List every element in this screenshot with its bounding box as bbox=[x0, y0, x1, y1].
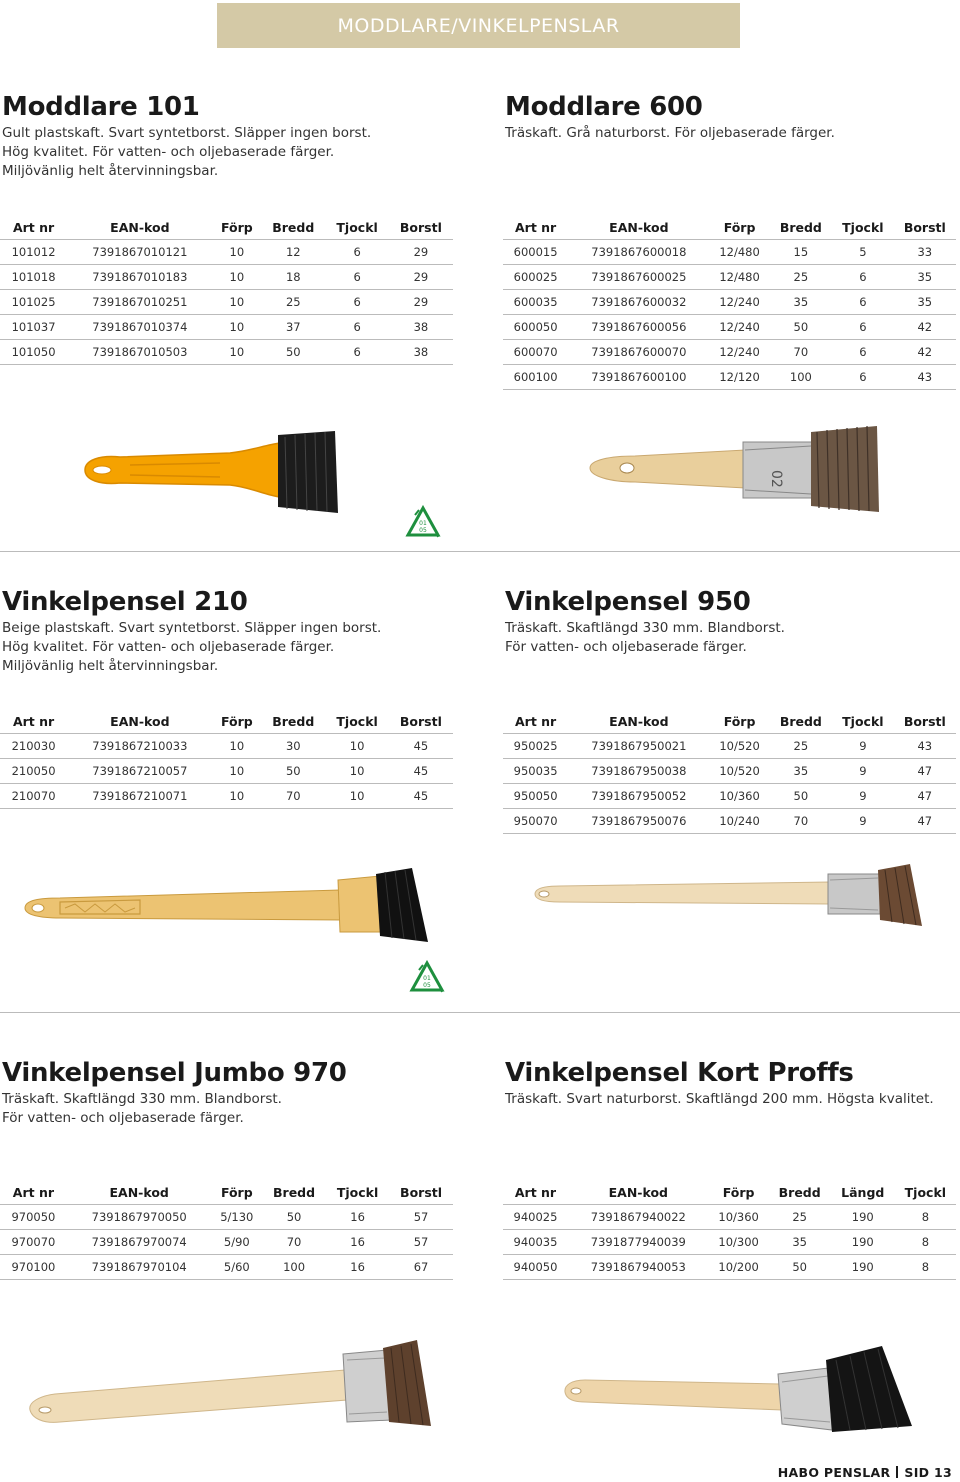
table-cell: 5/130 bbox=[212, 1205, 262, 1230]
column-header: EAN-kod bbox=[568, 709, 709, 734]
column-header: Art nr bbox=[503, 709, 568, 734]
table-cell: 10 bbox=[213, 315, 262, 340]
column-header: EAN-kod bbox=[568, 215, 709, 240]
table-cell: 35 bbox=[769, 1230, 831, 1255]
section-description: Träskaft. Svart naturborst. Skaftlängd 200 mm. Högsta kvalitet. bbox=[505, 1091, 934, 1107]
table-cell: 101025 bbox=[0, 290, 67, 315]
table-cell: 12/240 bbox=[710, 290, 770, 315]
column-header: EAN-kod bbox=[568, 1180, 709, 1205]
table-cell: 7391867600056 bbox=[568, 315, 709, 340]
table-cell: 10/520 bbox=[710, 734, 770, 759]
table-cell: 6 bbox=[325, 340, 388, 365]
section-description: Träskaft. Grå naturborst. För oljebaserade färger. bbox=[505, 125, 835, 141]
table-cell: 8 bbox=[895, 1230, 956, 1255]
section-title: Moddlare 600 bbox=[505, 92, 703, 122]
column-header: Bredd bbox=[769, 1180, 831, 1205]
table-cell: 12/480 bbox=[710, 240, 770, 265]
table-row bbox=[503, 340, 956, 365]
table-cell: 190 bbox=[831, 1255, 895, 1280]
table-cell: 35 bbox=[770, 759, 833, 784]
table-cell: 16 bbox=[326, 1255, 389, 1280]
table-row bbox=[503, 365, 956, 390]
column-header: EAN-kod bbox=[67, 215, 212, 240]
table-cell: 950070 bbox=[503, 809, 568, 834]
table-cell: 7391867950021 bbox=[568, 734, 709, 759]
column-header: EAN-kod bbox=[67, 1180, 212, 1205]
table-cell: 101050 bbox=[0, 340, 67, 365]
page-footer bbox=[778, 1465, 952, 1480]
table-cell: 5/60 bbox=[212, 1255, 262, 1280]
table-row bbox=[0, 315, 453, 340]
table-cell: 70 bbox=[770, 809, 833, 834]
table-cell: 8 bbox=[895, 1205, 956, 1230]
table-row bbox=[0, 265, 453, 290]
table-cell: 6 bbox=[325, 315, 388, 340]
table-row bbox=[0, 1255, 453, 1280]
table-cell: 16 bbox=[326, 1230, 389, 1255]
table-cell: 7391867010374 bbox=[67, 315, 212, 340]
table-cell: 16 bbox=[326, 1205, 389, 1230]
table-cell: 50 bbox=[261, 759, 325, 784]
table-cell: 15 bbox=[770, 240, 833, 265]
table-cell: 35 bbox=[894, 265, 956, 290]
table-cell: 7391867010121 bbox=[67, 240, 212, 265]
column-header: Förp bbox=[710, 709, 770, 734]
table-cell: 6 bbox=[832, 315, 894, 340]
table-cell: 600050 bbox=[503, 315, 568, 340]
table-cell: 67 bbox=[389, 1255, 453, 1280]
table-cell: 12/120 bbox=[710, 365, 770, 390]
svg-text:01: 01 bbox=[419, 520, 427, 527]
column-header: Borstl bbox=[894, 709, 956, 734]
table-cell: 12/240 bbox=[710, 315, 770, 340]
section-title: Vinkelpensel Kort Proffs bbox=[505, 1058, 854, 1088]
table-vinkelpensel-kort-proffs bbox=[503, 1180, 956, 1280]
table-cell: 47 bbox=[894, 809, 956, 834]
table-cell: 5/90 bbox=[212, 1230, 262, 1255]
column-header: Borstl bbox=[894, 215, 956, 240]
table-cell: 940050 bbox=[503, 1255, 568, 1280]
column-header: Art nr bbox=[0, 1180, 67, 1205]
section-title: Vinkelpensel Jumbo 970 bbox=[2, 1058, 347, 1088]
table-cell: 10 bbox=[213, 265, 262, 290]
section-title: Moddlare 101 bbox=[2, 92, 200, 122]
table-cell: 7391867600070 bbox=[568, 340, 709, 365]
table-cell: 7391867210071 bbox=[67, 784, 212, 809]
table-cell: 43 bbox=[894, 365, 956, 390]
table-cell: 600025 bbox=[503, 265, 568, 290]
table-cell: 10 bbox=[213, 784, 262, 809]
table-cell: 6 bbox=[832, 340, 894, 365]
table-cell: 970100 bbox=[0, 1255, 67, 1280]
column-header: Borstl bbox=[389, 709, 453, 734]
table-row bbox=[503, 315, 956, 340]
table-cell: 970050 bbox=[0, 1205, 67, 1230]
brush-vinkelpensel-210-image bbox=[20, 860, 430, 950]
table-vinkelpensel-jumbo-970 bbox=[0, 1180, 453, 1280]
table-cell: 190 bbox=[831, 1205, 895, 1230]
table-cell: 7391867950052 bbox=[568, 784, 709, 809]
table-moddlare-600 bbox=[503, 215, 956, 390]
table-cell: 6 bbox=[832, 365, 894, 390]
column-header: Borstl bbox=[389, 1180, 453, 1205]
section-moddlare-600 bbox=[505, 92, 958, 143]
column-header: Tjockl bbox=[832, 215, 894, 240]
section-description: Träskaft. Skaftlängd 330 mm. Blandborst. För vatten- och oljebaserade färger. bbox=[2, 1091, 282, 1126]
table-cell: 10/300 bbox=[709, 1230, 769, 1255]
table-header-row bbox=[0, 1180, 453, 1205]
brush-vinkelpensel-jumbo-970-image bbox=[25, 1330, 435, 1440]
section-description: Träskaft. Skaftlängd 330 mm. Blandborst. För vatten- och oljebaserade färger. bbox=[505, 620, 785, 655]
table-row bbox=[503, 1230, 956, 1255]
table-cell: 50 bbox=[770, 315, 833, 340]
table-cell: 10 bbox=[325, 759, 388, 784]
table-moddlare-101 bbox=[0, 215, 453, 365]
table-cell: 70 bbox=[262, 1230, 326, 1255]
table-cell: 7391867940053 bbox=[568, 1255, 709, 1280]
table-cell: 7391867940022 bbox=[568, 1205, 709, 1230]
footer-brand: HABO PENSLAR bbox=[777, 1465, 891, 1480]
table-cell: 30 bbox=[261, 734, 325, 759]
column-header: Bredd bbox=[770, 215, 833, 240]
table-row bbox=[0, 1205, 453, 1230]
recycle-icon bbox=[405, 505, 441, 541]
table-header-row bbox=[0, 215, 453, 240]
table-header-row bbox=[503, 1180, 956, 1205]
table-cell: 7391867210033 bbox=[67, 734, 212, 759]
column-header: Förp bbox=[710, 215, 770, 240]
table-cell: 210030 bbox=[0, 734, 67, 759]
table-cell: 6 bbox=[325, 240, 388, 265]
column-header: Borstl bbox=[389, 215, 453, 240]
table-cell: 9 bbox=[832, 784, 894, 809]
table-cell: 25 bbox=[261, 290, 325, 315]
table-cell: 47 bbox=[894, 759, 956, 784]
table-cell: 42 bbox=[894, 340, 956, 365]
table-cell: 950050 bbox=[503, 784, 568, 809]
table-cell: 38 bbox=[389, 340, 453, 365]
table-header-row bbox=[503, 709, 956, 734]
table-cell: 600035 bbox=[503, 290, 568, 315]
column-header: Förp bbox=[709, 1180, 769, 1205]
table-cell: 970070 bbox=[0, 1230, 67, 1255]
column-header: Förp bbox=[213, 709, 262, 734]
table-cell: 210050 bbox=[0, 759, 67, 784]
table-cell: 7391867600018 bbox=[568, 240, 709, 265]
table-cell: 7391867010251 bbox=[67, 290, 212, 315]
table-cell: 38 bbox=[389, 315, 453, 340]
table-cell: 600100 bbox=[503, 365, 568, 390]
table-cell: 100 bbox=[262, 1255, 326, 1280]
table-cell: 10/360 bbox=[710, 784, 770, 809]
table-cell: 7391867600100 bbox=[568, 365, 709, 390]
table-row bbox=[503, 290, 956, 315]
table-cell: 29 bbox=[389, 240, 453, 265]
table-cell: 45 bbox=[389, 784, 453, 809]
section-vinkelpensel-210 bbox=[2, 587, 455, 676]
table-cell: 9 bbox=[832, 759, 894, 784]
table-row bbox=[503, 734, 956, 759]
table-row bbox=[0, 759, 453, 784]
table-cell: 9 bbox=[832, 809, 894, 834]
column-header: Tjockl bbox=[895, 1180, 956, 1205]
table-cell: 190 bbox=[831, 1230, 895, 1255]
table-row bbox=[503, 265, 956, 290]
table-cell: 10/240 bbox=[710, 809, 770, 834]
section-divider bbox=[0, 551, 960, 552]
table-cell: 12/240 bbox=[710, 340, 770, 365]
column-header: Bredd bbox=[261, 709, 325, 734]
table-cell: 950035 bbox=[503, 759, 568, 784]
brush-vinkelpensel-kort-proffs-image bbox=[560, 1330, 920, 1440]
table-cell: 7391867210057 bbox=[67, 759, 212, 784]
table-vinkelpensel-210 bbox=[0, 709, 453, 809]
category-banner: MODDLARE/VINKELPENSLAR bbox=[217, 3, 740, 48]
table-cell: 6 bbox=[325, 290, 388, 315]
table-cell: 7391867010183 bbox=[67, 265, 212, 290]
table-row bbox=[0, 290, 453, 315]
column-header: Bredd bbox=[261, 215, 325, 240]
table-cell: 50 bbox=[769, 1255, 831, 1280]
section-title: Vinkelpensel 950 bbox=[505, 587, 751, 617]
table-cell: 50 bbox=[262, 1205, 326, 1230]
table-cell: 600015 bbox=[503, 240, 568, 265]
section-vinkelpensel-kort-proffs bbox=[505, 1058, 958, 1109]
table-cell: 10 bbox=[213, 759, 262, 784]
table-cell: 33 bbox=[894, 240, 956, 265]
table-cell: 47 bbox=[894, 784, 956, 809]
column-header: EAN-kod bbox=[67, 709, 212, 734]
column-header: Art nr bbox=[503, 215, 568, 240]
table-cell: 57 bbox=[389, 1205, 453, 1230]
column-header: Bredd bbox=[770, 709, 833, 734]
table-cell: 100 bbox=[770, 365, 833, 390]
footer-page-number: SID 13 bbox=[904, 1465, 952, 1480]
column-header: Tjockl bbox=[325, 215, 388, 240]
table-row bbox=[503, 809, 956, 834]
table-cell: 5 bbox=[832, 240, 894, 265]
table-cell: 600070 bbox=[503, 340, 568, 365]
table-cell: 210070 bbox=[0, 784, 67, 809]
table-cell: 35 bbox=[770, 290, 833, 315]
table-row bbox=[0, 784, 453, 809]
table-cell: 7391867010503 bbox=[67, 340, 212, 365]
column-header: Art nr bbox=[0, 709, 67, 734]
table-cell: 50 bbox=[261, 340, 325, 365]
table-cell: 35 bbox=[894, 290, 956, 315]
table-cell: 7391867600032 bbox=[568, 290, 709, 315]
table-cell: 70 bbox=[770, 340, 833, 365]
table-cell: 7391867970050 bbox=[67, 1205, 212, 1230]
column-header: Förp bbox=[212, 1180, 262, 1205]
table-cell: 50 bbox=[770, 784, 833, 809]
table-cell: 10/520 bbox=[710, 759, 770, 784]
svg-text:05: 05 bbox=[419, 527, 427, 534]
table-cell: 42 bbox=[894, 315, 956, 340]
table-cell: 25 bbox=[770, 734, 833, 759]
table-cell: 940025 bbox=[503, 1205, 568, 1230]
table-cell: 7391867950076 bbox=[568, 809, 709, 834]
svg-text:02: 02 bbox=[768, 470, 784, 488]
table-cell: 6 bbox=[832, 265, 894, 290]
table-header-row bbox=[503, 215, 956, 240]
column-header: Art nr bbox=[0, 215, 67, 240]
table-cell: 10 bbox=[325, 734, 388, 759]
svg-text:01: 01 bbox=[423, 975, 431, 982]
column-header: Bredd bbox=[262, 1180, 326, 1205]
table-row bbox=[503, 240, 956, 265]
column-header: Art nr bbox=[503, 1180, 568, 1205]
table-cell: 10 bbox=[213, 340, 262, 365]
footer-separator bbox=[896, 1466, 898, 1478]
table-cell: 7391867970074 bbox=[67, 1230, 212, 1255]
table-cell: 10/200 bbox=[709, 1255, 769, 1280]
table-cell: 7391867600025 bbox=[568, 265, 709, 290]
table-cell: 101012 bbox=[0, 240, 67, 265]
column-header: Tjockl bbox=[325, 709, 388, 734]
brush-vinkelpensel-950-image bbox=[530, 860, 925, 930]
table-cell: 25 bbox=[769, 1205, 831, 1230]
brush-moddlare-600-image bbox=[585, 420, 885, 520]
table-cell: 45 bbox=[389, 759, 453, 784]
table-cell: 7391877940039 bbox=[568, 1230, 709, 1255]
section-title: Vinkelpensel 210 bbox=[2, 587, 248, 617]
column-header: Tjockl bbox=[326, 1180, 389, 1205]
table-cell: 6 bbox=[325, 265, 388, 290]
section-vinkelpensel-950 bbox=[505, 587, 958, 657]
table-cell: 940035 bbox=[503, 1230, 568, 1255]
table-vinkelpensel-950 bbox=[503, 709, 956, 834]
table-cell: 45 bbox=[389, 734, 453, 759]
section-description: Gult plastskaft. Svart syntetborst. Släpper ingen borst. Hög kvalitet. För vatten- och oljebaserade färger. Miljövänlig helt återvinningsbar. bbox=[2, 125, 372, 179]
table-cell: 57 bbox=[389, 1230, 453, 1255]
table-cell: 7391867950038 bbox=[568, 759, 709, 784]
table-cell: 18 bbox=[261, 265, 325, 290]
table-row bbox=[503, 784, 956, 809]
table-cell: 12 bbox=[261, 240, 325, 265]
table-row bbox=[0, 734, 453, 759]
table-cell: 43 bbox=[894, 734, 956, 759]
section-vinkelpensel-jumbo-970 bbox=[2, 1058, 455, 1128]
table-row bbox=[503, 1205, 956, 1230]
table-row bbox=[503, 1255, 956, 1280]
section-moddlare-101 bbox=[2, 92, 455, 181]
recycle-icon bbox=[409, 960, 445, 996]
table-cell: 6 bbox=[832, 290, 894, 315]
table-cell: 950025 bbox=[503, 734, 568, 759]
table-cell: 10 bbox=[213, 290, 262, 315]
table-cell: 37 bbox=[261, 315, 325, 340]
table-cell: 101037 bbox=[0, 315, 67, 340]
svg-text:05: 05 bbox=[423, 982, 431, 989]
table-cell: 9 bbox=[832, 734, 894, 759]
table-cell: 29 bbox=[389, 265, 453, 290]
table-row bbox=[0, 340, 453, 365]
table-cell: 7391867970104 bbox=[67, 1255, 212, 1280]
table-cell: 25 bbox=[770, 265, 833, 290]
table-cell: 29 bbox=[389, 290, 453, 315]
table-row bbox=[503, 759, 956, 784]
column-header: Tjockl bbox=[832, 709, 894, 734]
column-header: Förp bbox=[213, 215, 262, 240]
table-row bbox=[0, 240, 453, 265]
table-cell: 70 bbox=[261, 784, 325, 809]
section-divider bbox=[0, 1012, 960, 1013]
brush-moddlare-101-image bbox=[80, 425, 340, 520]
table-cell: 12/480 bbox=[710, 265, 770, 290]
table-cell: 101018 bbox=[0, 265, 67, 290]
table-cell: 10 bbox=[325, 784, 388, 809]
table-cell: 10/360 bbox=[709, 1205, 769, 1230]
column-header: Längd bbox=[831, 1180, 895, 1205]
table-cell: 10 bbox=[213, 734, 262, 759]
table-row bbox=[0, 1230, 453, 1255]
table-cell: 10 bbox=[213, 240, 262, 265]
section-description: Beige plastskaft. Svart syntetborst. Släpper ingen borst. Hög kvalitet. För vatten- och oljebaserade färger. Miljövänlig helt återvinningsbar. bbox=[2, 620, 382, 674]
table-header-row bbox=[0, 709, 453, 734]
table-cell: 8 bbox=[895, 1255, 956, 1280]
